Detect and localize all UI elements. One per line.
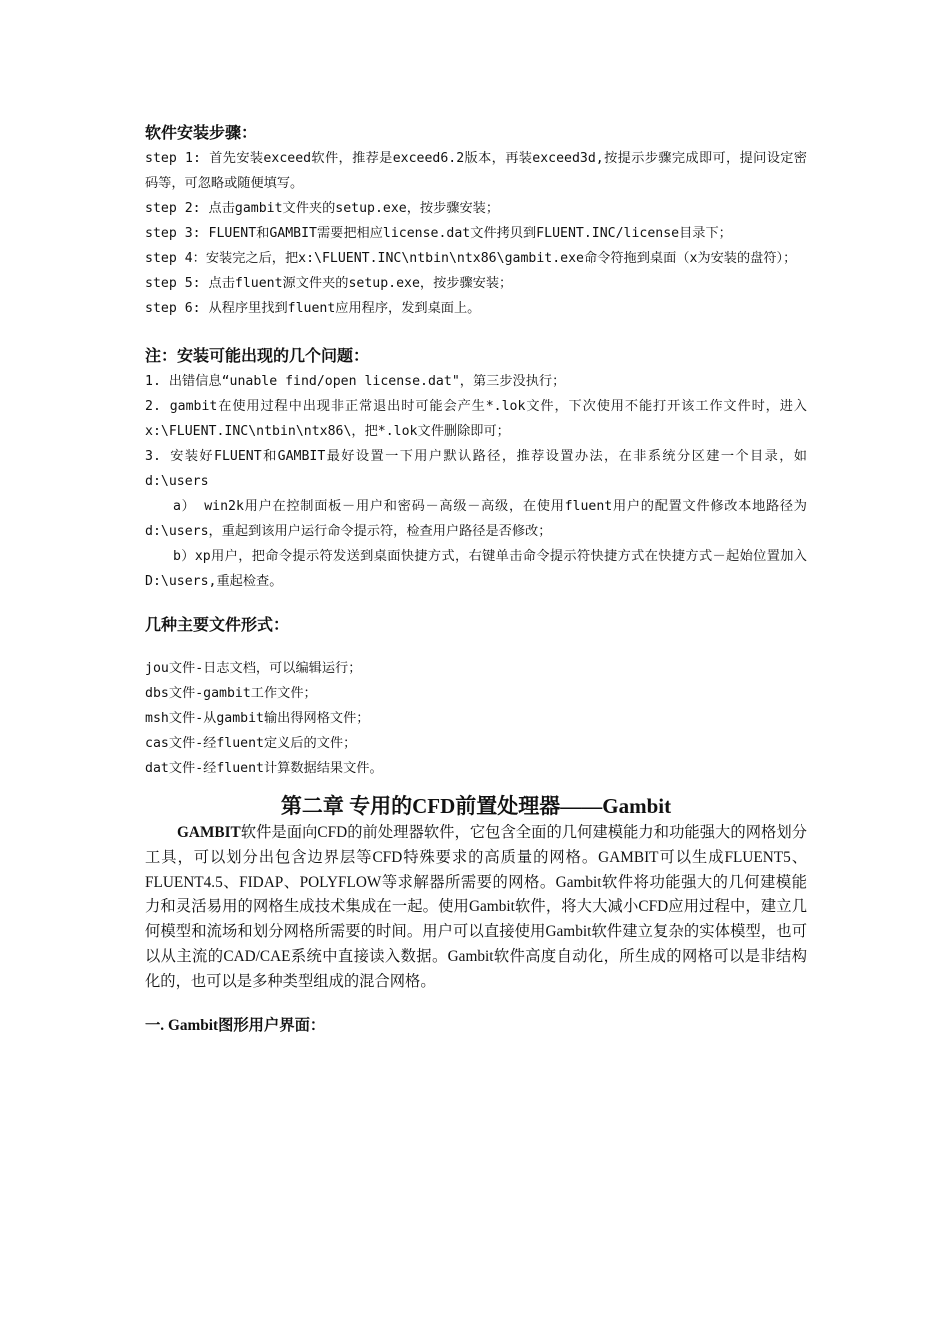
chapter-intro-text: 软件是面向CFD的前处理器软件，它包含全面的几何建模能力和功能强大的网格划分工具，可以划分出包含边界层等CFD特殊要求的高质量的网格。GAMBIT可以生成FLUENT5、FLUENT4.5、FIDAP、POLYFLOW等求解器所需要的网格。Gambit软件将功能强大的几何建模能力和灵活易用的网格生成技术集成在一起。使用Gambit软件，将大大减小CFD应用过程中，建立几何模型和流场和划分网格所需要的时间。用户可以直接使用Gambit软件建立复杂的实体模型，也可以从主流的CAD/CAE系统中直接读入数据。Gambit软件高度自动化，所生成的网格可以是非结构化的，也可以是多种类型组成的混合网格。: [145, 824, 807, 990]
gambit-lead-bold: GAMBIT: [177, 824, 241, 841]
chapter-intro-paragraph: [145, 821, 807, 995]
document-page: [145, 120, 807, 1039]
file-type-jou: jou文件-日志文档，可以编辑运行；: [145, 661, 362, 676]
install-step-2: step 2: 点击gambit文件夹的setup.exe，按步骤安装；: [145, 201, 500, 216]
file-type-msh: msh文件-从gambit输出得网格文件；: [145, 711, 370, 726]
note-sub-a: a） win2k用户在控制面板－用户和密码－高级－高级，在使用fluent用户的配置文件修改本地路径为d:\users，重起到该用户运行命令提示符，检查用户路径是否修改；: [145, 499, 807, 539]
file-type-dbs: dbs文件-gambit工作文件；: [145, 686, 317, 701]
section-one-heading: 一. Gambit图形用户界面：: [145, 1016, 326, 1034]
file-type-cas: cas文件-经fluent定义后的文件；: [145, 736, 357, 751]
file-type-dat: dat文件-经fluent计算数据结果文件。: [145, 761, 383, 776]
install-steps: [145, 146, 807, 321]
install-step-4: step 4：安装完之后，把x:\FLUENT.INC\ntbin\ntx86\gambit.exe命令符拖到桌面（x为安装的盘符）；: [145, 251, 797, 266]
install-step-1: step 1: 首先安装exceed软件，推荐是exceed6.2版本，再装exceed3d,按提示步骤完成即可，提问设定密码等，可忽略或随便填写。: [145, 151, 807, 191]
files-heading: 几种主要文件形式：: [145, 615, 290, 634]
install-step-6: step 6: 从程序里找到fluent应用程序，发到桌面上。: [145, 301, 481, 316]
notes-list: [145, 369, 807, 594]
install-step-3: step 3: FLUENT和GAMBIT需要把相应license.dat文件拷贝到FLUENT.INC/license目录下；: [145, 226, 732, 241]
install-step-5: step 5: 点击fluent源文件夹的setup.exe，按步骤安装；: [145, 276, 513, 291]
install-heading: 软件安装步骤：: [145, 123, 258, 142]
notes-heading: 注：安装可能出现的几个问题：: [145, 346, 370, 365]
chapter-title: 第二章 专用的CFD前置处理器——Gambit: [280, 794, 672, 818]
note-sub-b: b）xp用户，把命令提示符发送到桌面快捷方式，右键单击命令提示符快捷方式在快捷方式－起始位置加入D:\users,重起检查。: [145, 549, 807, 589]
note-item-2: 2. gambit在使用过程中出现非正常退出时可能会产生*.lok文件，下次使用不能打开该工作文件时，进入x:\FLUENT.INC\ntbin\ntx86\，把*.lok文件删除即可；: [145, 399, 807, 439]
files-list: [145, 656, 807, 781]
note-item-1: 1. 出错信息“unable find/open license.dat"，第三步没执行；: [145, 374, 566, 389]
note-item-3: 3. 安装好FLUENT和GAMBIT最好设置一下用户默认路径，推荐设置办法，在非系统分区建一个目录，如d:\users: [145, 449, 807, 489]
